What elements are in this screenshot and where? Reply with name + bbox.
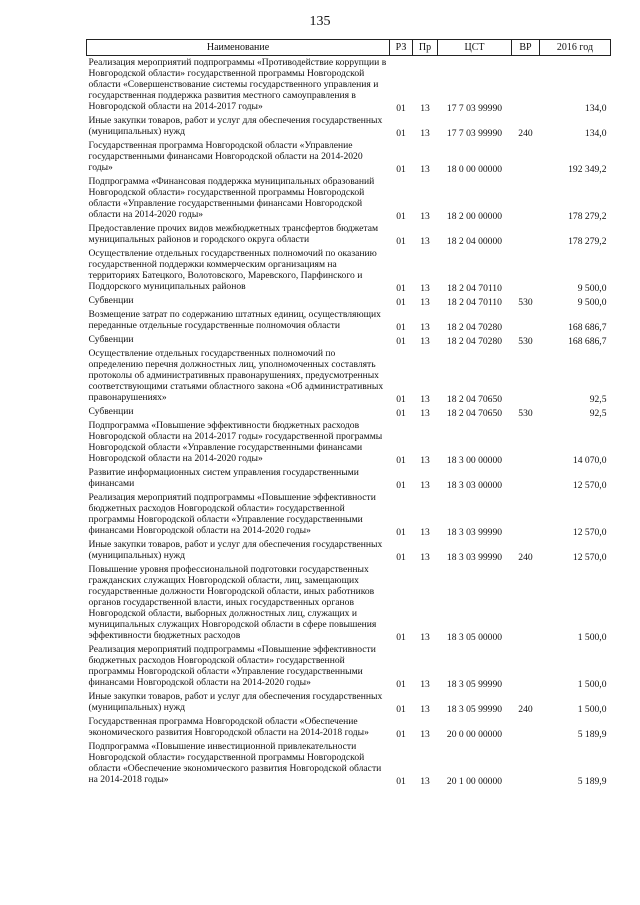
row-rz: 01 xyxy=(396,480,406,491)
row-pr: 13 xyxy=(420,236,430,247)
row-name: Государственная программа Новгородской области «Обеспечение экономического развития Новгородской области на 2014-2018 годы» xyxy=(88,716,369,738)
row-cst: 18 3 03 99990 xyxy=(446,527,503,538)
table-row xyxy=(87,690,611,715)
table-row xyxy=(87,247,611,294)
row-cst: 18 2 04 70650 xyxy=(446,394,503,405)
row-name: Государственная программа Новгородской области «Управление государственными финансами Новгородской области на 2014-2020 годы» xyxy=(88,140,363,173)
row-amount: 9 500,0 xyxy=(577,283,607,294)
row-pr: 13 xyxy=(420,527,430,538)
table-row xyxy=(87,405,611,419)
row-cst: 17 7 03 99990 xyxy=(446,103,503,114)
row-name: Субвенции xyxy=(88,295,134,306)
row-pr: 13 xyxy=(420,283,430,294)
row-amount: 12 570,0 xyxy=(572,552,607,563)
row-rz: 01 xyxy=(396,679,406,690)
row-pr: 13 xyxy=(420,552,430,563)
row-rz: 01 xyxy=(396,552,406,563)
row-cst: 18 3 03 00000 xyxy=(446,480,503,491)
row-cst: 17 7 03 99990 xyxy=(446,128,503,139)
row-amount: 92,5 xyxy=(589,408,607,419)
table-row xyxy=(87,333,611,347)
row-rz: 01 xyxy=(396,128,406,139)
row-vr: 530 xyxy=(518,408,533,419)
row-pr: 13 xyxy=(420,394,430,405)
row-rz: 01 xyxy=(396,236,406,247)
header-rz: РЗ xyxy=(390,40,413,56)
row-pr: 13 xyxy=(420,632,430,643)
row-name: Предоставление прочих видов межбюджетных трансфертов бюджетам муниципальных районов и городского округа области xyxy=(88,223,379,245)
table-row xyxy=(87,538,611,563)
row-rz: 01 xyxy=(396,729,406,740)
row-name: Реализация мероприятий подпрограммы «Противодействие коррупции в Новгородской области» государственной программы Новгородской области «Совершенствование системы государственного управления и государственная поддержка развития местного самоуправления в Новгородской области на 2014-2017 годы» xyxy=(88,57,387,112)
row-amount: 192 349,2 xyxy=(568,164,607,175)
row-vr: 240 xyxy=(518,128,533,139)
row-pr: 13 xyxy=(420,128,430,139)
table-row xyxy=(87,114,611,139)
row-amount: 12 570,0 xyxy=(572,527,607,538)
row-amount: 1 500,0 xyxy=(577,679,607,690)
row-pr: 13 xyxy=(420,679,430,690)
row-amount: 92,5 xyxy=(589,394,607,405)
row-vr xyxy=(512,222,540,247)
row-vr: 240 xyxy=(518,704,533,715)
row-rz: 01 xyxy=(396,455,406,466)
row-amount: 134,0 xyxy=(584,128,607,139)
page-number: 135 xyxy=(309,14,331,29)
table-row xyxy=(87,715,611,740)
row-vr xyxy=(512,139,540,175)
row-cst: 18 2 04 70280 xyxy=(446,322,503,333)
row-vr xyxy=(512,419,540,466)
row-vr xyxy=(512,491,540,538)
row-amount: 168 686,7 xyxy=(568,322,607,333)
row-pr: 13 xyxy=(420,480,430,491)
row-rz: 01 xyxy=(396,408,406,419)
row-name: Реализация мероприятий подпрограммы «Повышение эффективности бюджетных расходов Новгородской области» государственной программы Новгородской области «Управление государственными финансами Новгородской области на 2014-2020 годы» xyxy=(88,492,376,536)
row-cst: 18 2 04 00000 xyxy=(446,236,503,247)
table-body xyxy=(87,56,611,788)
table-row xyxy=(87,466,611,491)
row-name: Осуществление отдельных государственных полномочий по определению перечня должностных лиц, уполномоченных составлять протоколы об административных правонарушениях, предусмотренных соответствующими статьями областного закона «Об административных правонарушениях» xyxy=(88,348,384,403)
row-cst: 18 3 05 99990 xyxy=(446,704,503,715)
row-pr: 13 xyxy=(420,164,430,175)
row-pr: 13 xyxy=(420,455,430,466)
row-vr xyxy=(512,466,540,491)
row-cst: 18 3 03 99990 xyxy=(446,552,503,563)
row-cst: 18 2 04 70280 xyxy=(446,336,503,347)
row-name: Подпрограмма «Финансовая поддержка муниципальных образований Новгородской области» государственной программы Новгородской области «Управление государственными финансами Новгородской области на 2014-2020 годы» xyxy=(88,176,375,220)
row-pr: 13 xyxy=(420,211,430,222)
row-vr xyxy=(512,740,540,787)
row-amount: 1 500,0 xyxy=(577,632,607,643)
row-amount: 5 189,9 xyxy=(577,729,607,740)
row-pr: 13 xyxy=(420,704,430,715)
row-vr xyxy=(512,347,540,405)
row-pr: 13 xyxy=(420,336,430,347)
row-pr: 13 xyxy=(420,297,430,308)
row-rz: 01 xyxy=(396,527,406,538)
row-amount: 178 279,2 xyxy=(568,236,607,247)
row-cst: 18 3 00 00000 xyxy=(446,455,503,466)
row-rz: 01 xyxy=(396,394,406,405)
row-vr: 530 xyxy=(518,336,533,347)
row-cst: 18 3 05 99990 xyxy=(446,679,503,690)
row-rz: 01 xyxy=(396,336,406,347)
row-amount: 5 189,9 xyxy=(577,776,607,787)
row-rz: 01 xyxy=(396,103,406,114)
row-cst: 18 3 05 00000 xyxy=(446,632,503,643)
row-vr xyxy=(512,56,540,115)
row-vr xyxy=(512,308,540,333)
row-rz: 01 xyxy=(396,297,406,308)
table-row xyxy=(87,643,611,690)
table-row xyxy=(87,139,611,175)
header-vr: ВР xyxy=(512,40,540,56)
row-pr: 13 xyxy=(420,408,430,419)
table-header-row xyxy=(87,40,611,56)
row-rz: 01 xyxy=(396,322,406,333)
row-pr: 13 xyxy=(420,103,430,114)
row-cst: 18 2 00 00000 xyxy=(446,211,503,222)
table-row xyxy=(87,347,611,405)
row-name: Развитие информационных систем управления государственными финансами xyxy=(88,467,359,489)
row-pr: 13 xyxy=(420,776,430,787)
row-name: Возмещение затрат по содержанию штатных единиц, осуществляющих переданные отдельные государственные полномочия области xyxy=(88,309,381,331)
row-name: Иные закупки товаров, работ и услуг для обеспечения государственных (муниципальных) нужд xyxy=(88,691,383,713)
row-name: Субвенции xyxy=(88,406,134,417)
table-row xyxy=(87,56,611,115)
row-vr xyxy=(512,175,540,222)
row-rz: 01 xyxy=(396,164,406,175)
row-vr xyxy=(512,643,540,690)
row-amount: 134,0 xyxy=(584,103,607,114)
row-amount: 168 686,7 xyxy=(568,336,607,347)
table-row xyxy=(87,175,611,222)
row-cst: 18 2 04 70110 xyxy=(447,283,502,294)
row-rz: 01 xyxy=(396,211,406,222)
row-vr xyxy=(512,715,540,740)
row-cst: 18 2 04 70110 xyxy=(447,297,502,308)
row-name: Субвенции xyxy=(88,334,134,345)
row-amount: 12 570,0 xyxy=(572,480,607,491)
row-amount: 1 500,0 xyxy=(577,704,607,715)
row-vr xyxy=(512,247,540,294)
row-name: Осуществление отдельных государственных полномочий по оказанию государственной поддержки коммерческим организациям на территориях Батецкого, Волотовского, Маревского, Парфинского и Поддорского муниципальных районов xyxy=(88,248,377,292)
row-rz: 01 xyxy=(396,776,406,787)
header-pr: Пр xyxy=(413,40,438,56)
row-amount: 9 500,0 xyxy=(577,297,607,308)
row-amount: 178 279,2 xyxy=(568,211,607,222)
row-amount: 14 070,0 xyxy=(572,455,607,466)
row-name: Иные закупки товаров, работ и услуг для обеспечения государственных (муниципальных) нужд xyxy=(88,539,383,561)
row-vr: 530 xyxy=(518,297,533,308)
row-cst: 18 2 04 70650 xyxy=(446,408,503,419)
budget-table xyxy=(86,39,611,787)
row-name: Подпрограмма «Повышение эффективности бюджетных расходов Новгородской области на 2014-2017 годы» государственной программы Новгородской области «Управление государственными финансами Новгородской области на 2014-2020 годы» xyxy=(88,420,383,464)
row-pr: 13 xyxy=(420,322,430,333)
table-row xyxy=(87,563,611,643)
header-name: Наименование xyxy=(87,40,390,56)
table-row xyxy=(87,419,611,466)
table-row xyxy=(87,308,611,333)
row-rz: 01 xyxy=(396,704,406,715)
table-row xyxy=(87,222,611,247)
row-name: Реализация мероприятий подпрограммы «Повышение эффективности бюджетных расходов Новгородской области» государственной программы Новгородской области «Управление государственными финансами Новгородской области на 2014-2020 годы» xyxy=(88,644,376,688)
row-cst: 20 1 00 00000 xyxy=(446,776,503,787)
row-rz: 01 xyxy=(396,632,406,643)
row-vr xyxy=(512,563,540,643)
row-name: Иные закупки товаров, работ и услуг для обеспечения государственных (муниципальных) нужд xyxy=(88,115,383,137)
header-cst: ЦСТ xyxy=(438,40,512,56)
row-vr: 240 xyxy=(518,552,533,563)
row-rz: 01 xyxy=(396,283,406,294)
table-row xyxy=(87,740,611,787)
row-cst: 18 0 00 00000 xyxy=(446,164,503,175)
table-row xyxy=(87,294,611,308)
row-cst: 20 0 00 00000 xyxy=(446,729,503,740)
header-year: 2016 год xyxy=(540,40,611,56)
row-name: Повышение уровня профессиональной подготовки государственных гражданских служащих Новгородской области, лиц, замещающих государственные должности Новгородской области, иных работников органов государственной власти, иных государственных органов Новгородской области, выборных должностных лиц, служащих и муниципальных служащих Новгородской области в сфере повышения эффективности бюджетных расходов xyxy=(88,564,377,641)
table-row xyxy=(87,491,611,538)
row-pr: 13 xyxy=(420,729,430,740)
row-name: Подпрограмма «Повышение инвестиционной привлекательности Новгородской области» государственной программы Новгородской области «Обеспечение экономического развития Новгородской области на 2014-2018 годы» xyxy=(88,741,382,785)
